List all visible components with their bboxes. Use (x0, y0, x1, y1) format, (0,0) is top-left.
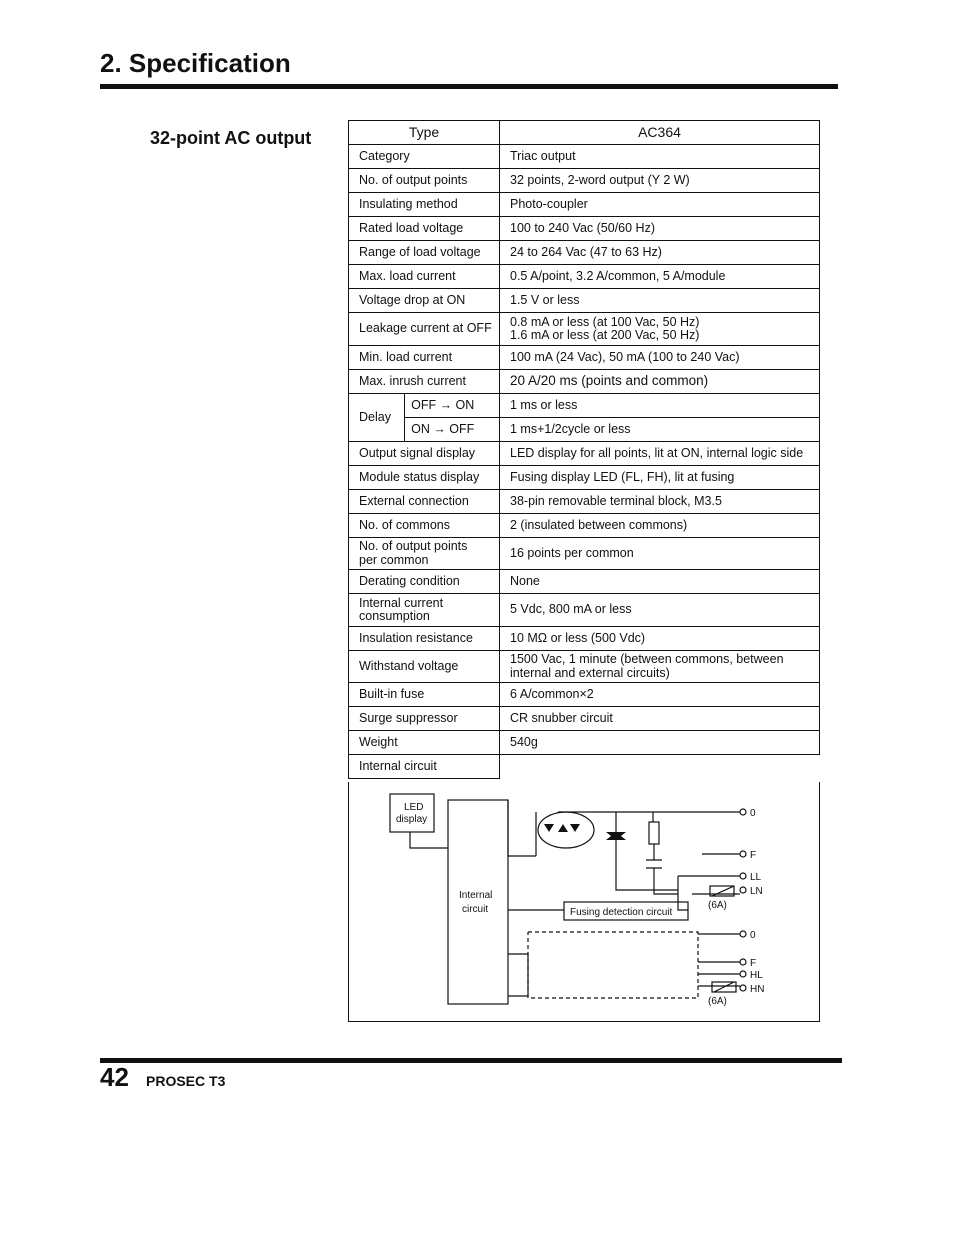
row-value: CR snubber circuit (500, 707, 820, 731)
row-value: 38-pin removable terminal block, M3.5 (500, 490, 820, 514)
row-value-line1: 0.8 mA or less (at 100 Vac, 50 Hz) (510, 314, 700, 329)
terminal-icon (740, 971, 746, 977)
row-value (500, 313, 820, 346)
bottom-rule (100, 1058, 842, 1063)
row-label: Range of load voltage (349, 241, 500, 265)
terminal-icon (740, 851, 746, 857)
internal-circuit-diagram (348, 782, 820, 1022)
row-label: Internal circuit (349, 755, 500, 779)
row-label: Insulating method (349, 193, 500, 217)
row-label-line1: Internal current (359, 595, 444, 610)
section-title: 2. Specification (100, 48, 291, 78)
terminal-label: HN (750, 984, 765, 995)
table-row (349, 193, 820, 217)
delay-sub-label: OFF → ON (405, 394, 500, 418)
internal-circuit-label-2: circuit (462, 904, 489, 915)
delay-row (349, 418, 820, 442)
row-value: Fusing display LED (FL, FH), lit at fusing (500, 466, 820, 490)
row-label: Voltage drop at ON (349, 289, 500, 313)
row-value (500, 651, 820, 683)
row-label-line2: per common (359, 552, 429, 567)
table-row (349, 145, 820, 169)
subsection-title: 32-point AC output (150, 128, 312, 148)
page-number: 42 (100, 1062, 129, 1092)
delay-sub-label: ON → OFF (405, 418, 500, 442)
row-label (349, 594, 500, 627)
row-value: 0.5 A/point, 3.2 A/common, 5 A/module (500, 265, 820, 289)
table-row (349, 538, 820, 570)
table-row (349, 466, 820, 490)
terminal-label: LN (750, 886, 763, 897)
row-value: 100 to 240 Vac (50/60 Hz) (500, 217, 820, 241)
table-row (349, 570, 820, 594)
row-value: 32 points, 2-word output (Y 2 W) (500, 169, 820, 193)
row-label: Leakage current at OFF (349, 313, 500, 346)
terminal-icon (740, 809, 746, 815)
table-row (349, 346, 820, 370)
row-value: 20 A/20 ms (points and common) (500, 370, 820, 394)
top-rule (100, 84, 838, 89)
led-display-box (390, 794, 434, 832)
resistor-icon (649, 822, 659, 844)
row-value: 10 MΩ or less (500 Vdc) (500, 627, 820, 651)
doc-name: PROSEC T3 (146, 1073, 226, 1089)
row-value: 1.5 V or less (500, 289, 820, 313)
row-value: 540g (500, 731, 820, 755)
row-label: Withstand voltage (349, 651, 500, 683)
terminal-label: HL (750, 970, 763, 981)
row-value: Photo-coupler (500, 193, 820, 217)
table-row (349, 651, 820, 683)
table-header-row (349, 121, 820, 145)
triac-symbols (544, 824, 626, 840)
table-row (349, 370, 820, 394)
table-row (349, 265, 820, 289)
row-value: None (500, 570, 820, 594)
table-row (349, 442, 820, 466)
table-row (349, 731, 820, 755)
terminal-icon (740, 931, 746, 937)
row-label: Category (349, 145, 500, 169)
table-row (349, 594, 820, 627)
table-row (349, 289, 820, 313)
terminal-label: LL (750, 872, 762, 883)
fusing-detection-label: Fusing detection circuit (570, 907, 673, 918)
terminal-label: 0 (750, 930, 756, 941)
row-label: Derating condition (349, 570, 500, 594)
row-label: Min. load current (349, 346, 500, 370)
internal-circuit-label-1: Internal (459, 890, 493, 901)
row-value: LED display for all points, lit at ON, internal logic side (500, 442, 820, 466)
terminal-icon (740, 873, 746, 879)
table-row (349, 217, 820, 241)
row-value: 24 to 264 Vac (47 to 63 Hz) (500, 241, 820, 265)
triac-icon (570, 824, 580, 832)
row-label: Weight (349, 731, 500, 755)
delay-row (349, 394, 820, 418)
table-row (349, 169, 820, 193)
row-value: 100 mA (24 Vac), 50 mA (100 to 240 Vac) (500, 346, 820, 370)
row-value: 5 Vdc, 800 mA or less (500, 594, 820, 627)
internal-circuit-box (448, 800, 508, 1004)
table-row (349, 707, 820, 731)
table-row (349, 241, 820, 265)
row-label: Surge suppressor (349, 707, 500, 731)
delay-label: Delay (349, 394, 405, 442)
fuse-rating-label: (6A) (708, 900, 727, 911)
row-label-line2: consumption (359, 609, 430, 623)
triac-icon (558, 824, 568, 832)
row-label: Module status display (349, 466, 500, 490)
type-header: Type (349, 121, 500, 145)
terminal-label: F (750, 958, 757, 969)
spec-table (348, 120, 820, 779)
row-label (349, 538, 500, 570)
row-label: No. of output points (349, 169, 500, 193)
terminal-icon (740, 959, 746, 965)
row-value: 1 ms+1/2cycle or less (500, 418, 820, 442)
led-display-label-2: display (396, 814, 428, 825)
row-label: Insulation resistance (349, 627, 500, 651)
table-row (349, 627, 820, 651)
table-row (349, 755, 820, 779)
row-value-empty (500, 755, 820, 779)
fuse-rating-label: (6A) (708, 996, 727, 1007)
terminal-icon (740, 985, 746, 991)
row-label: Max. inrush current (349, 370, 500, 394)
row-label: No. of commons (349, 514, 500, 538)
row-label-line1: No. of output points (359, 539, 468, 554)
row-value-line1: 1500 Vac, 1 minute (between commons, between (510, 652, 784, 667)
row-value-line2: 1.6 mA or less (at 200 Vac, 50 Hz) (510, 328, 700, 342)
row-value: 6 A/common×2 (500, 683, 820, 707)
row-value: 2 (insulated between commons) (500, 514, 820, 538)
table-row (349, 313, 820, 346)
led-display-label-1: LED (404, 802, 424, 813)
row-label: Output signal display (349, 442, 500, 466)
row-value: 16 points per common (500, 538, 820, 570)
row-label: Max. load current (349, 265, 500, 289)
row-value: Triac output (500, 145, 820, 169)
row-label: Built-in fuse (349, 683, 500, 707)
row-label: Rated load voltage (349, 217, 500, 241)
row-value: 1 ms or less (500, 394, 820, 418)
terminal-label: F (750, 850, 757, 861)
row-label: External connection (349, 490, 500, 514)
table-row (349, 490, 820, 514)
row-value-line2: internal and external circuits) (510, 665, 670, 680)
model-header: AC364 (500, 121, 820, 145)
terminal-icon (740, 887, 746, 893)
table-row (349, 514, 820, 538)
table-row (349, 683, 820, 707)
terminal-label: 0 (750, 808, 756, 819)
triac-icon (544, 824, 554, 832)
